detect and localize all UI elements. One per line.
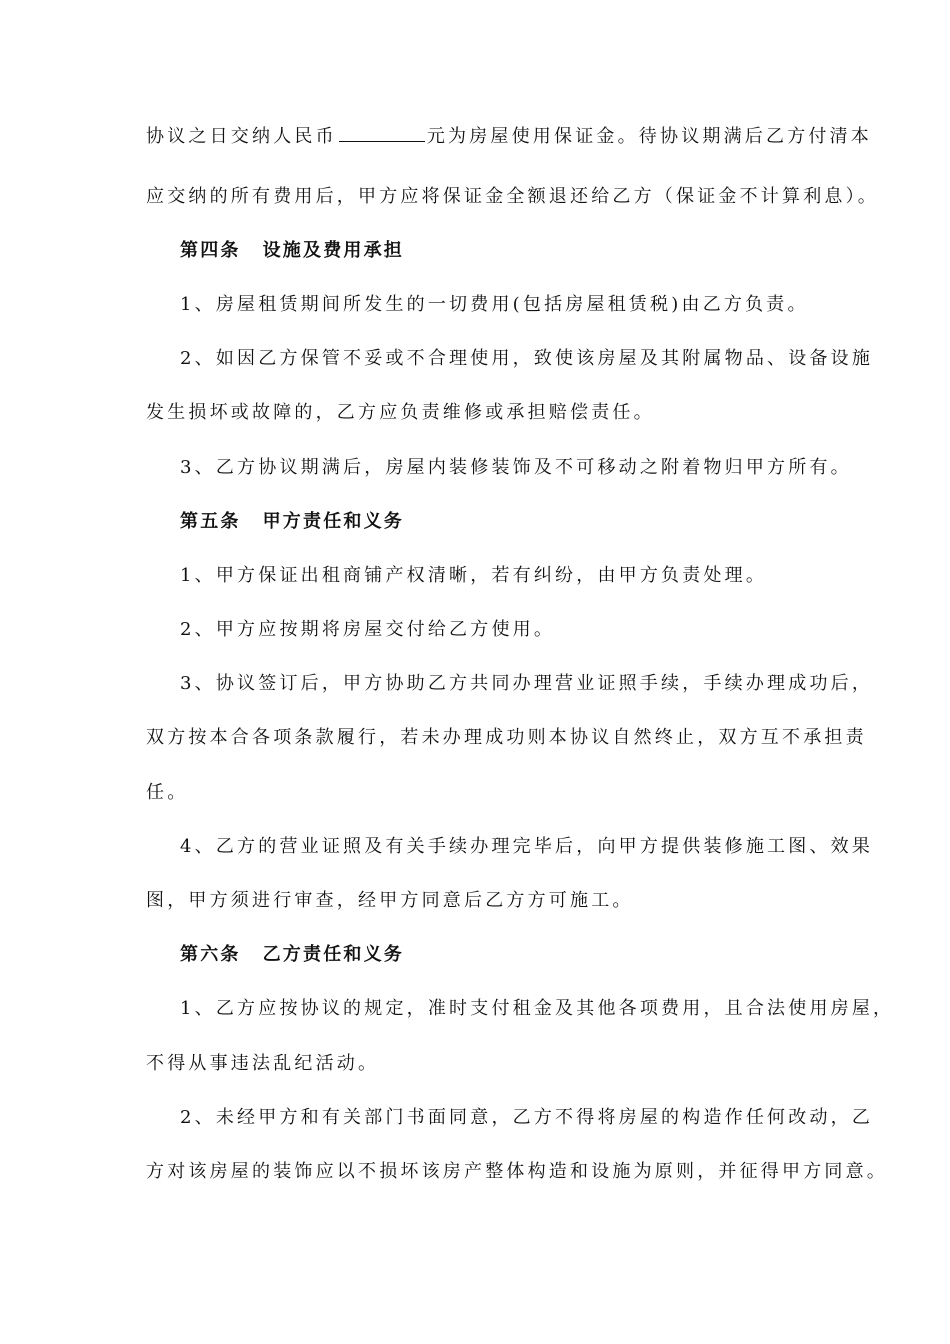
clause-line: 1、乙方应按协议的规定，准时支付租金及其他各项费用，且合法使用房屋， <box>180 998 895 1019</box>
clause-line: 任。 <box>146 782 189 803</box>
clause-line: 2、甲方应按期将房屋交付给乙方使用。 <box>180 619 556 640</box>
article-title: 甲方责任和义务 <box>262 511 405 532</box>
clause-line: 2、如因乙方保管不妥或不合理使用，致使该房屋及其附属物品、设备设施 <box>180 348 874 369</box>
clause-line: 2、未经甲方和有关部门书面同意，乙方不得将房屋的构造作任何改动，乙 <box>180 1107 874 1128</box>
clause-line: 1、甲方保证出租商铺产权清晰，若有纠纷，由甲方负责处理。 <box>180 565 768 586</box>
article-5-heading <box>180 510 404 534</box>
blank-amount-field <box>339 125 425 142</box>
article-number: 第六条 <box>180 944 241 965</box>
clause-line: 双方按本合各项条款履行，若未办理成功则本协议自然终止，双方互不承担责 <box>146 727 867 748</box>
paragraph-line: 应交纳的所有费用后，甲方应将保证金全额退还给乙方（保证金不计算利息）。 <box>146 186 879 207</box>
clause-line: 图，甲方须进行审查，经甲方同意后乙方方可施工。 <box>146 890 634 911</box>
article-title: 乙方责任和义务 <box>262 944 405 965</box>
article-number: 第四条 <box>180 240 241 261</box>
text-segment: 元为房屋使用保证金。待协议期满后乙方付清本 <box>426 126 873 147</box>
clause-line: 发生损坏或故障的，乙方应负责维修或承担赔偿责任。 <box>146 402 655 423</box>
text-segment: 协议之日交纳人民币 <box>146 126 337 147</box>
article-4-heading <box>180 239 404 263</box>
article-number: 第五条 <box>180 511 241 532</box>
clause-line: 3、协议签订后，甲方协助乙方共同办理营业证照手续，手续办理成功后， <box>180 673 874 694</box>
paragraph-line <box>146 125 872 149</box>
clause-line: 1、房屋租赁期间所发生的一切费用(包括房屋租赁税)由乙方负责。 <box>180 294 809 315</box>
article-title: 设施及费用承担 <box>262 240 405 261</box>
clause-line: 不得从事违法乱纪活动。 <box>146 1053 380 1074</box>
clause-line: 4、乙方的营业证照及有关手续办理完毕后，向甲方提供装修施工图、效果 <box>180 836 874 857</box>
clause-line: 3、乙方协议期满后，房屋内装修装饰及不可移动之附着物归甲方所有。 <box>180 457 852 478</box>
article-6-heading <box>180 943 404 967</box>
clause-line: 方对该房屋的装饰应以不损坏该房产整体构造和设施为原则，并征得甲方同意。 <box>146 1161 888 1182</box>
